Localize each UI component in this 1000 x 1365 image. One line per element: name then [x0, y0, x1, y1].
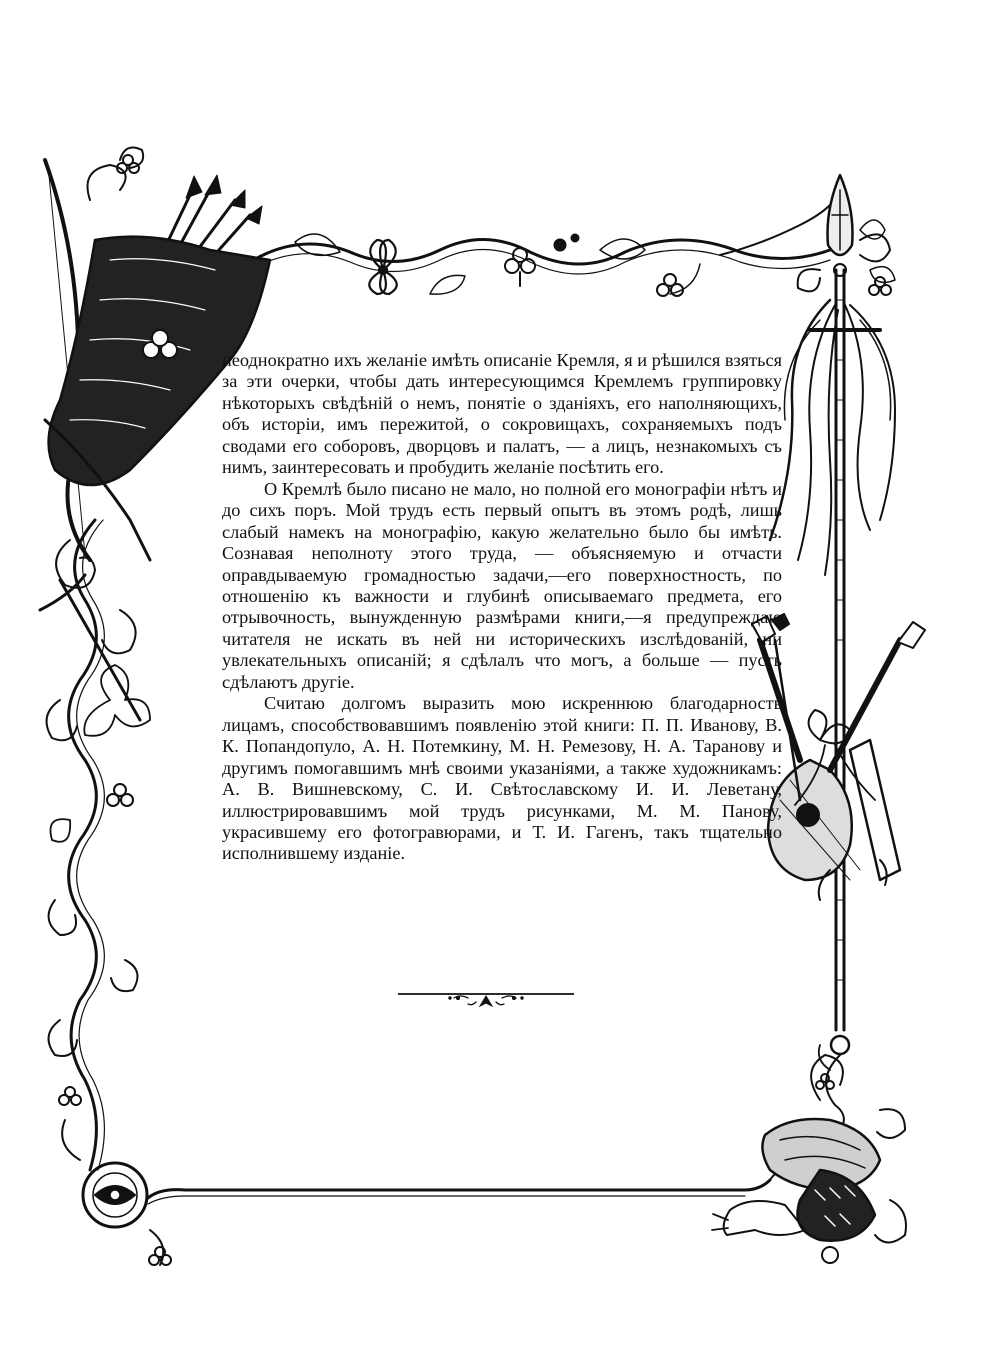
ornamental-divider [398, 986, 574, 1014]
paragraph-3: Считаю долгомъ выразить мою искреннюю благодарность лицамъ, способствовавшимъ появленію этой книги: П. П. Иванову, В. К. Попандопуло, А. Н. Потемкину, М. Н. Ремезову, Н. А. Таранову и другимъ помогавшимъ мнѣ своими указаніями, а также художникамъ: А. В. Вишневскому, С. И. Свѣтославскому И. И. Леветану, иллюстрировавшимъ мой трудъ рисунками, М. М. Панову, украсившему его фотогравюрами, и Т. И. Гагенъ, такъ тщательно исполнившему изданіе. [222, 693, 782, 864]
staff-with-tassel-illustration [770, 175, 895, 1054]
paragraph-2: О Кремлѣ было писано не мало, но полной его монографіи нѣтъ и до сихъ поръ. Мой трудъ есть первый опытъ въ этомъ родѣ, лишь слабый намекъ на монографію, какую желательно было бы имѣть. Сознавая неполноту этого труда, — объясняемую и отчасти оправдываемую громадностью задачи,—его поверхностность, по отношенію къ важности и глубинѣ описываемаго предмета, его отрывочность, вынужденную размѣрами книги,—я предупреждаю читателя не искать въ ней ни историческихъ изслѣдованій, ни увлекательныхъ описаній; я сдѣлалъ что могъ, а больше — пусть сдѣлаютъ другіе. [222, 478, 782, 692]
paragraph-1: неоднократно ихъ желаніе имѣть описаніе Кремля, я и рѣшился взяться за эти очерки, чтобы дать интересующимся Кремлемъ группировку нѣкоторыхъ свѣдѣній о немъ, понятіе о зданіяхъ, его наполняющихъ, объ исторіи, имъ пережитой, о сокровищахъ, сохраняемыхъ подъ сводами его соборовъ, дворцовъ и палатъ, — а лицъ, незнакомыхъ съ нимъ, заинтересовать и пробудить желаніе посѣтить его. [222, 350, 782, 478]
bottom-border [148, 1169, 795, 1204]
left-vine-border [40, 520, 150, 1170]
cap-and-gloves-illustration [712, 1055, 906, 1263]
main-text [222, 350, 782, 865]
